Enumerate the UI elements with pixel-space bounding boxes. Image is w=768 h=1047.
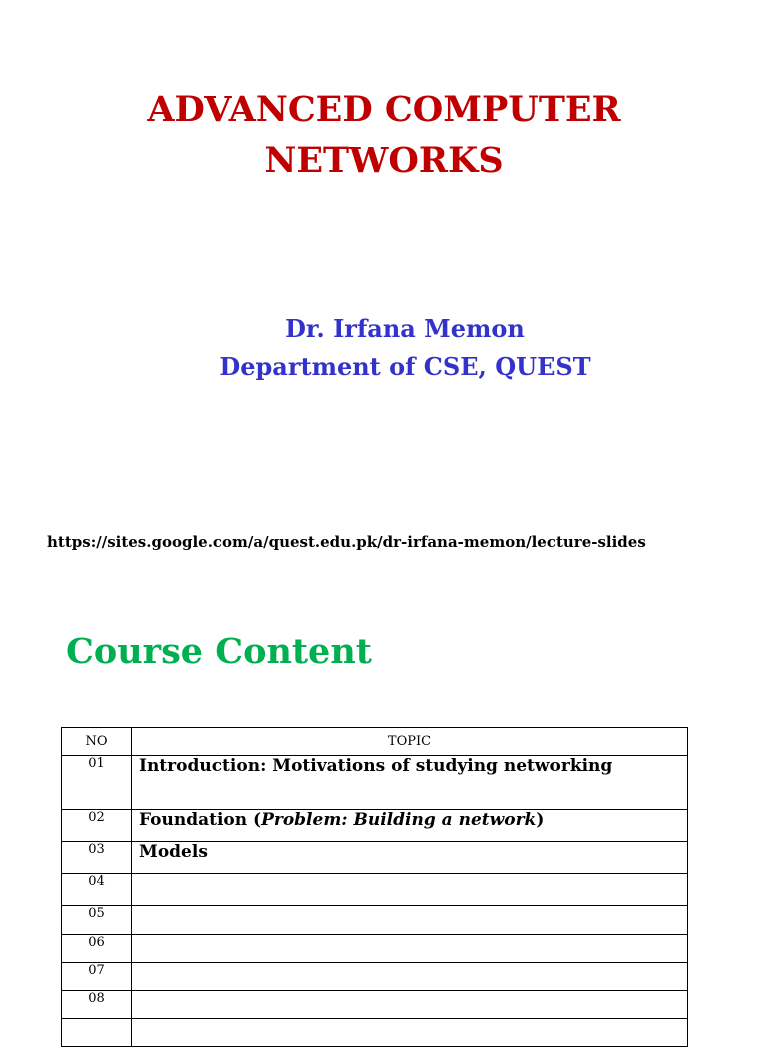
author-name: Dr. Irfana Memon — [285, 314, 525, 343]
row-number: 01 — [62, 756, 132, 810]
row-number: 05 — [62, 906, 132, 935]
author-department: Department of CSE, QUEST — [219, 352, 591, 381]
row-number — [62, 1019, 132, 1047]
row-topic — [132, 842, 688, 874]
row-topic — [132, 1019, 688, 1047]
row-topic — [132, 810, 688, 842]
table-row — [62, 906, 688, 935]
table-row — [62, 874, 688, 906]
title-line-1: ADVANCED COMPUTER — [147, 89, 621, 130]
row-number: 07 — [62, 963, 132, 991]
row-number: 06 — [62, 935, 132, 963]
course-content-table — [61, 727, 688, 1047]
table-row — [62, 935, 688, 963]
table-row — [62, 963, 688, 991]
row-topic — [132, 874, 688, 906]
row-topic-text: Models — [139, 842, 208, 862]
table-row — [62, 1019, 688, 1047]
row-number: 02 — [62, 810, 132, 842]
page-title — [0, 84, 768, 186]
table-row — [62, 991, 688, 1019]
table-row — [62, 810, 688, 842]
title-line-2: NETWORKS — [264, 140, 504, 181]
row-number: 04 — [62, 874, 132, 906]
row-topic — [132, 935, 688, 963]
course-content-heading: Course Content — [66, 631, 372, 672]
row-topic — [132, 991, 688, 1019]
row-topic-end-text: ) — [536, 810, 545, 830]
row-number: 08 — [62, 991, 132, 1019]
row-topic — [132, 756, 688, 810]
lecture-slides-link[interactable]: https://sites.google.com/a/quest.edu.pk/dr-irfana-memon/lecture-slides — [47, 533, 646, 551]
row-number: 03 — [62, 842, 132, 874]
table-row — [62, 842, 688, 874]
header-topic: TOPIC — [132, 728, 688, 756]
table-header-row — [62, 728, 688, 756]
row-topic — [132, 963, 688, 991]
row-topic — [132, 906, 688, 935]
author-block — [0, 310, 768, 386]
row-topic-text: Introduction: Motivations of studying networking — [139, 756, 613, 776]
row-topic-text: Foundation ( — [139, 810, 262, 830]
row-topic-italic-text: Problem: Building a network — [261, 810, 537, 830]
table-row — [62, 756, 688, 810]
header-no: NO — [62, 728, 132, 756]
